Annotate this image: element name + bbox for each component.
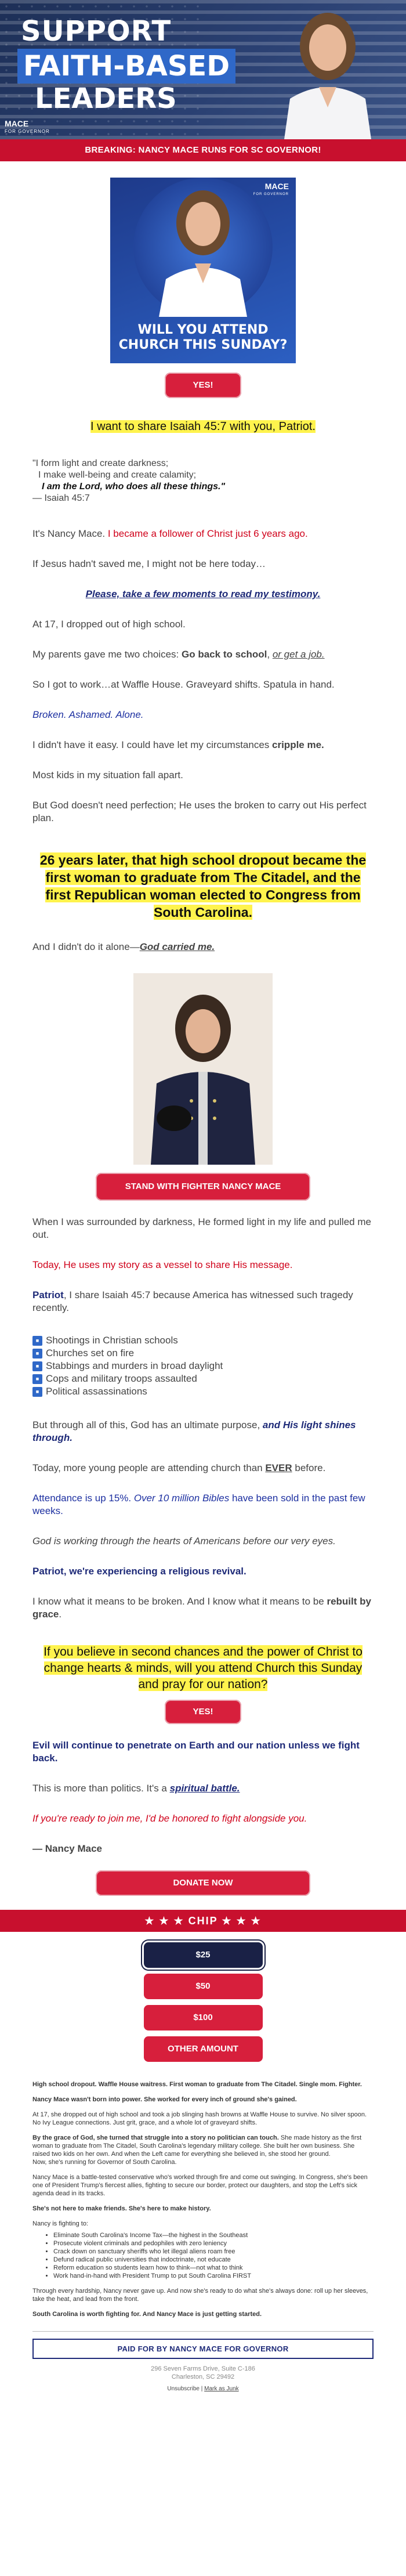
paragraph: If you're ready to join me, I'd be honored to fight alongside you. — [32, 1813, 307, 1824]
mace-logo: MACE FOR GOVERNOR — [5, 119, 50, 134]
hero-title-line2: FAITH-BASED — [17, 49, 235, 84]
tragedy-list — [32, 1334, 374, 1398]
donate-now-button[interactable]: DONATE NOW — [96, 1870, 310, 1896]
footer-links: Unsubscribe | Mark as Junk — [167, 2386, 239, 2392]
bullet-icon: ■ — [32, 1361, 42, 1371]
star-icon: ★ ★ ★ — [144, 1915, 188, 1927]
bio-line: Now, she's running for Governor of South Carolina. — [32, 2159, 177, 2166]
paragraph: And I didn't do it alone—God carried me. — [32, 941, 215, 952]
other-amount-button[interactable]: OTHER AMOUNT — [144, 2036, 263, 2062]
cadet-illustration — [133, 973, 273, 1165]
hero-title-line1: SUPPORT — [21, 15, 172, 48]
bio-line: Nancy Mace wasn't born into power. She worked for every inch of ground she's gained. — [32, 2096, 297, 2103]
footer-divider — [32, 2331, 374, 2332]
platform-list — [53, 2231, 374, 2280]
paragraph: Broken. Ashamed. Alone. — [32, 709, 144, 720]
isaiah-heading: I want to share Isaiah 45:7 with you, Patriot. — [90, 420, 316, 433]
unsubscribe-link[interactable]: Unsubscribe — [167, 2386, 200, 2392]
chip-banner: ★ ★ ★ CHIP ★ ★ ★ — [0, 1910, 406, 1932]
bullet-icon: ■ — [32, 1336, 42, 1346]
paragraph: So I got to work…at Waffle House. Graveyard shifts. Spatula in hand. — [32, 679, 335, 690]
bio-line: South Carolina is worth fighting for. And Nancy Mace is just getting started. — [32, 2311, 262, 2318]
paid-for-disclaimer: PAID FOR BY NANCY MACE FOR GOVERNOR — [32, 2339, 374, 2359]
list-item: • Prosecute violent criminals and pedophiles with zero leniency — [53, 2239, 374, 2248]
list-item: • Defund radical public universities that indoctrinate, not educate — [53, 2256, 374, 2264]
poster-logo: MACE FOR GOVERNOR — [253, 182, 289, 196]
paragraph: My parents gave me two choices: Go back to school, or get a job. — [32, 649, 325, 660]
paragraph: Patriot, I share Isaiah 45:7 because America has witnessed such tragedy recently. — [32, 1289, 353, 1313]
bio-line: High school dropout. Waffle House waitress. First woman to graduate from The Citadel. Single mom. Fighter. — [32, 2081, 362, 2088]
list-item: ■ Cops and military troops assaulted — [32, 1372, 374, 1385]
bullet-icon: ■ — [32, 1374, 42, 1384]
bio-section — [0, 2080, 406, 2318]
chip-amounts — [0, 1932, 406, 2080]
paragraph: Today, more young people are attending church than EVER before. — [32, 1462, 326, 1473]
amount-25-button[interactable]: $25 — [144, 1942, 263, 1968]
church-call-highlight: If you believe in second chances and the power of Christ to change hearts & minds, will you attend Church this Sunday and pray for our nation? — [44, 1645, 362, 1691]
yes-button-top[interactable]: YES! — [165, 373, 241, 398]
intro-paragraph: It's Nancy Mace. I became a follower of Christ just 6 years ago. — [32, 528, 308, 539]
paragraph: But God doesn't need perfection; He uses the broken to carry out His perfect plan. — [32, 800, 367, 823]
mailing-address: 296 Seven Farms Drive, Suite C-186 Charleston, SC 29492 — [151, 2365, 255, 2380]
stand-with-nancy-button[interactable]: STAND WITH FIGHTER NANCY MACE — [96, 1173, 310, 1201]
breaking-news-bar: BREAKING: NANCY MACE RUNS FOR SC GOVERNOR! — [0, 139, 406, 161]
paragraph: Most kids in my situation fall apart. — [32, 769, 183, 781]
paragraph: But through all of this, God has an ultimate purpose, and His light shines through. — [32, 1419, 356, 1443]
list-item: ■ Political assassinations — [32, 1385, 374, 1398]
list-item: • Crack down on sanctuary sheriffs who let illegal aliens roam free — [53, 2248, 374, 2256]
paragraph: Evil will continue to penetrate on Earth and our nation unless we fight back. — [32, 1740, 360, 1764]
hero-title-line3: LEADERS — [35, 82, 177, 115]
paragraph: This is more than politics. It's a spiritual battle. — [32, 1783, 240, 1794]
amount-50-button[interactable]: $50 — [144, 1974, 263, 1999]
church-poster[interactable] — [110, 178, 296, 363]
list-item: ■ Churches set on fire — [32, 1347, 374, 1360]
paragraph: God is working through the hearts of Americans before our very eyes. — [32, 1536, 336, 1547]
list-item: • Eliminate South Carolina's Income Tax—the highest in the Southeast — [53, 2231, 374, 2239]
list-item: ■ Stabbings and murders in broad daylight — [32, 1360, 374, 1372]
bio-line: Nancy Mace is a battle-tested conservative who's worked through fire and come out swinging. In Congress, she's been one of President Trump's fiercest allies, fighting to secure our border, protect our daughters, and stop the Left's sick agenda dead in its tracks. — [32, 2174, 368, 2197]
bio-line: Through every hardship, Nancy never gave up. And now she's ready to do what she's always done: roll up her sleeves, take the heat, and lead from the front. — [32, 2288, 368, 2303]
paragraph: I know what it means to be broken. And I know what it means to be rebuilt by grace. — [32, 1596, 371, 1620]
list-item: ■ Shootings in Christian schools — [32, 1334, 374, 1347]
paragraph: At 17, I dropped out of high school. — [32, 619, 186, 630]
bio-line: She's not here to make friends. She's here to make history. — [32, 2205, 211, 2212]
testimony-link-text: Please, take a few moments to read my testimony. — [85, 588, 321, 599]
poster-candidate-photo — [151, 183, 255, 317]
amount-100-button[interactable]: $100 — [144, 2005, 263, 2031]
bio-line: At 17, she dropped out of high school and took a job slinging hash browns at Waffle House to survive. No silver spoon. No Ivy League connections. Just grit, grace, and a whole lot of graveyard shifts. — [32, 2111, 367, 2126]
mark-as-junk-link[interactable]: Mark as Junk — [204, 2386, 239, 2392]
list-item: • Work hand-in-hand with President Trump to put South Carolina FIRST — [53, 2272, 374, 2280]
paragraph: Patriot, we're experiencing a religious revival. — [32, 1566, 246, 1577]
yes-button-bottom[interactable]: YES! — [165, 1700, 241, 1724]
bullet-icon: ■ — [32, 1387, 42, 1397]
bio-line: By the grace of God, she turned that struggle into a story no politician can touch. She made history as the first woman to graduate from The Citadel, South Carolina's legendary military college. She built her own business. She raised two kids on her own. And when the Left came for everything she believed in, she stood her ground. — [32, 2134, 362, 2158]
paragraph: I didn't have it easy. I could have let my circumstances cripple me. — [32, 739, 324, 750]
bio-line: Nancy is fighting to: — [32, 2220, 88, 2227]
star-icon: ★ ★ ★ — [217, 1915, 262, 1927]
paragraph: If Jesus hadn't saved me, I might not be here today… — [32, 558, 266, 569]
paragraph: When I was surrounded by darkness, He formed light in my life and pulled me out. — [32, 1216, 371, 1240]
citadel-highlight: 26 years later, that high school dropout became the first woman to graduate from The Citadel, and the first Republican woman elected to Congress from South Carolina. — [39, 852, 367, 920]
candidate-photo — [273, 6, 383, 139]
paragraph: Attendance is up 15%. Over 10 million Bibles have been sold in the past few weeks. — [32, 1493, 365, 1516]
bullet-icon: ■ — [32, 1349, 42, 1359]
scripture-quote: "I form light and create darkness; I make well-being and create calamity; I am the Lord, who does all these things." — Isaiah 45:7 — [32, 458, 226, 503]
signature: — Nancy Mace — [32, 1843, 102, 1854]
list-item: • Reform education so students learn how to think—not what to think — [53, 2264, 374, 2272]
paragraph: Today, He uses my story as a vessel to share His message. — [32, 1259, 293, 1270]
hero-banner — [0, 0, 406, 139]
poster-question: WILL YOU ATTEND CHURCH THIS SUNDAY? — [118, 323, 288, 352]
citadel-cadet-photo — [133, 973, 273, 1165]
